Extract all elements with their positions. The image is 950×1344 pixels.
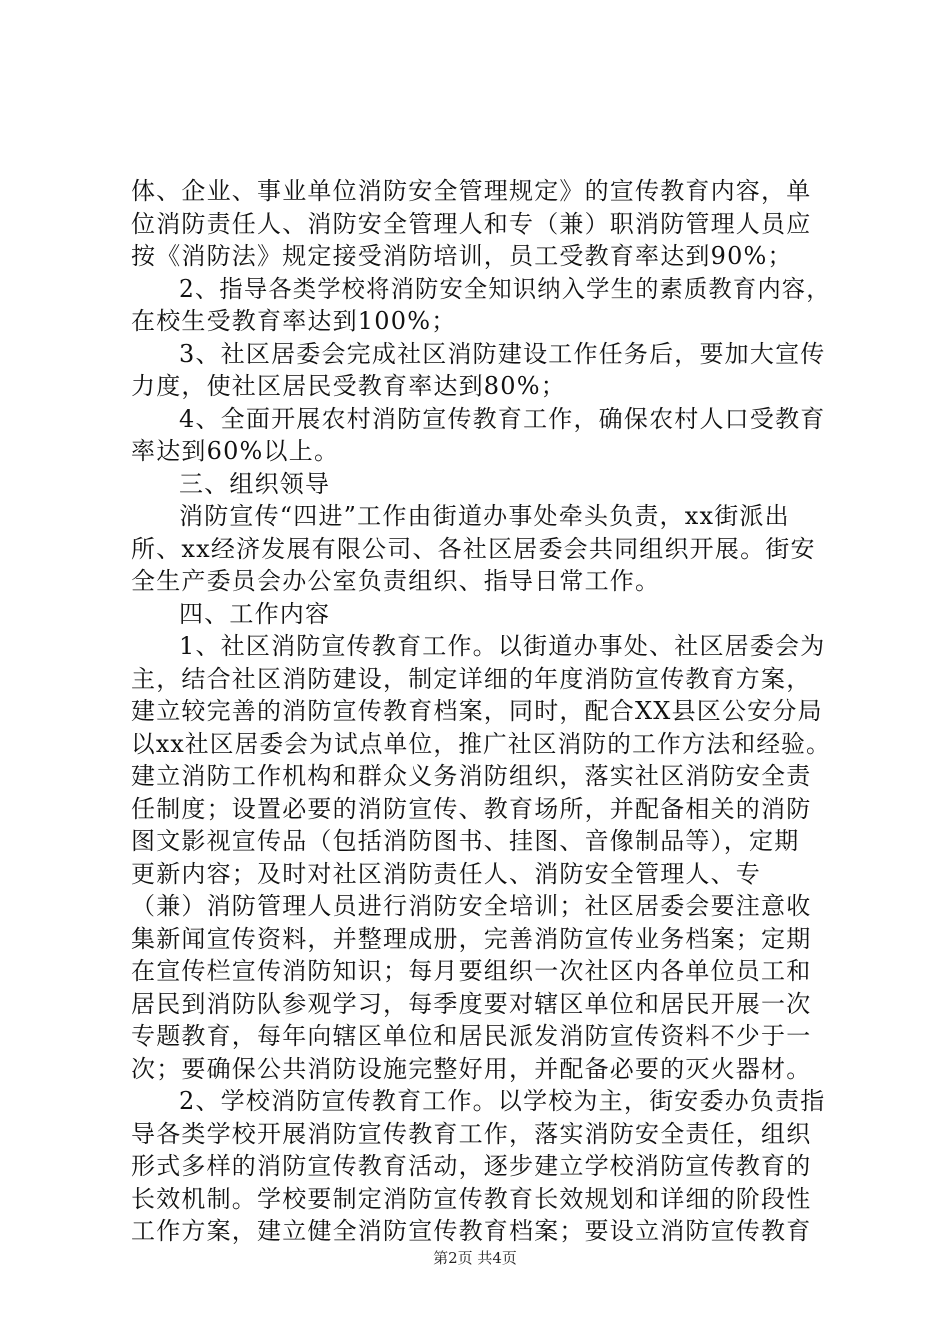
text-line: 长效机制。学校要制定消防宣传教育长效规划和详细的阶段性 bbox=[131, 1184, 812, 1213]
text-line: 3、社区居委会完成社区消防建设工作任务后，要加大宣传 bbox=[179, 339, 826, 368]
text-line: 2、学校消防宣传教育工作。以学校为主，街安委办负责指 bbox=[179, 1087, 826, 1115]
text-line: 率达到60%以上。 bbox=[131, 437, 340, 465]
text-line: 建立消防工作机构和群众义务消防组织，落实社区消防安全责 bbox=[131, 762, 812, 790]
document-body bbox=[131, 175, 831, 1248]
text-line: 居民到消防队参观学习，每季度要对辖区单位和居民开展一次 bbox=[131, 989, 812, 1018]
text-line: 三、组织领导 bbox=[179, 469, 331, 498]
page-footer: 第2页 共4页 bbox=[433, 1249, 517, 1267]
text-line: 图文影视宣传品（包括消防图书、挂图、音像制品等），定期 bbox=[131, 827, 800, 855]
text-line: 体、企业、事业单位消防安全管理规定》的宣传教育内容，单 bbox=[131, 177, 812, 205]
text-line: 以xx社区居委会为试点单位，推广社区消防的工作方法和经验。 bbox=[131, 729, 831, 758]
text-line: 专题教育，每年向辖区单位和居民派发消防宣传资料不少于一 bbox=[131, 1022, 812, 1050]
text-line: 全生产委员会办公室负责组织、指导日常工作。 bbox=[131, 567, 661, 595]
text-line: 次；要确保公共消防设施完整好用，并配备必要的灭火器材。 bbox=[131, 1054, 812, 1083]
text-line: 按《消防法》规定接受消防培训，员工受教育率达到90%； bbox=[131, 242, 793, 270]
text-line: 力度，使社区居民受教育率达到80%； bbox=[131, 372, 566, 400]
text-line: 更新内容；及时对社区消防责任人、消防安全管理人、专 bbox=[131, 859, 761, 888]
text-line: 任制度；设置必要的消防宣传、教育场所，并配备相关的消防 bbox=[131, 794, 812, 823]
text-line: 4、全面开展农村消防宣传教育工作，确保农村人口受教育 bbox=[179, 404, 826, 433]
text-line: 2、指导各类学校将消防安全知识纳入学生的素质教育内容， bbox=[179, 274, 831, 303]
text-line: 主，结合社区消防建设，制定详细的年度消防宣传教育方案， bbox=[131, 664, 812, 693]
text-line: 在校生受教育率达到100%； bbox=[131, 307, 457, 335]
text-line: 1、社区消防宣传教育工作。以街道办事处、社区居委会为 bbox=[179, 632, 826, 660]
text-line: 集新闻宣传资料，并整理成册，完善消防宣传业务档案；定期 bbox=[131, 924, 812, 953]
text-line: 工作方案，建立健全消防宣传教育档案；要设立消防宣传教育 bbox=[131, 1217, 812, 1245]
text-line: （兼）消防管理人员进行消防安全培训；社区居委会要注意收 bbox=[131, 892, 812, 920]
text-line: 位消防责任人、消防安全管理人和专（兼）职消防管理人员应 bbox=[131, 209, 812, 238]
text-line: 四、工作内容 bbox=[179, 599, 331, 628]
text-line: 所、xx经济发展有限公司、各社区居委会共同组织开展。街安 bbox=[131, 534, 816, 563]
text-line: 导各类学校开展消防宣传教育工作，落实消防安全责任，组织 bbox=[131, 1119, 812, 1148]
text-line: 建立较完善的消防宣传教育档案，同时，配合XX县区公安分局 bbox=[131, 697, 823, 725]
text-line: 形式多样的消防宣传教育活动，逐步建立学校消防宣传教育的 bbox=[131, 1152, 812, 1180]
text-line: 消防宣传“四进”工作由街道办事处牵头负责，xx街派出 bbox=[179, 502, 790, 530]
text-line: 在宣传栏宣传消防知识；每月要组织一次社区内各单位员工和 bbox=[131, 957, 812, 985]
